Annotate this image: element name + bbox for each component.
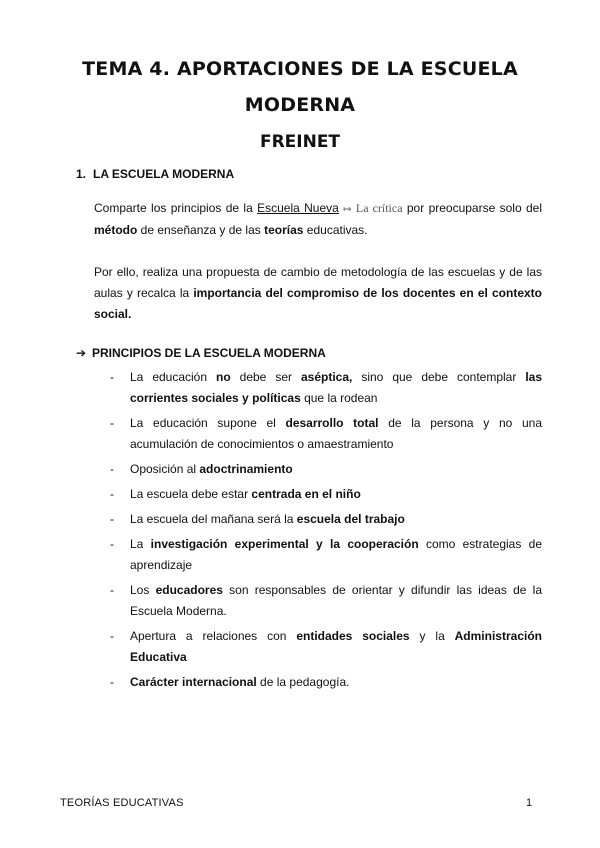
right-arrow-icon: ➔ <box>76 346 87 360</box>
list-item <box>110 509 542 530</box>
text-run: Los <box>130 583 156 597</box>
escuela-nueva-link[interactable]: Escuela Nueva <box>257 201 339 215</box>
text-run: de la pedagogía. <box>256 675 350 689</box>
bold-text: no <box>216 370 231 384</box>
list-item <box>110 626 542 668</box>
bold-text: método <box>94 223 138 237</box>
bold-text: Carácter internacional <box>130 675 257 689</box>
list-item <box>110 580 542 622</box>
dash-bullet: - <box>110 487 114 501</box>
text-run: de la persona y no una acumulación de conocimientos o amaestramiento <box>130 416 542 451</box>
bold-text: educadores <box>155 583 223 597</box>
dash-bullet: - <box>110 583 114 597</box>
text-run: La <box>130 537 151 551</box>
bold-text: importancia del compromiso de los docentes en el contexto social. <box>94 286 543 321</box>
bold-text: investigación experimental y la cooperación <box>150 537 419 551</box>
bold-text: centrada en el niño <box>251 487 361 501</box>
bold-text: desarrollo total <box>285 416 379 430</box>
text-run: Por ello, realiza una propuesta de cambio de metodología de las escuelas y de las aulas y recalca la <box>94 265 542 300</box>
text-run: por preocuparse solo del <box>402 201 542 215</box>
text-run: de enseñanza y de las <box>137 223 265 237</box>
page-subtitle: FREINET <box>259 132 341 152</box>
text-run: y la <box>409 629 455 643</box>
paragraph-1 <box>94 198 542 241</box>
section-number: 1. <box>76 167 87 181</box>
text-run: La escuela debe estar <box>130 487 252 501</box>
text-run: Oposición al <box>130 462 200 476</box>
footer-course-name: TEORÍAS EDUCATIVAS <box>60 797 184 809</box>
list-item <box>110 534 542 576</box>
principles-heading <box>76 346 326 360</box>
list-item <box>110 459 542 480</box>
dash-bullet: - <box>110 537 114 551</box>
bold-text: adoctrinamiento <box>199 462 293 476</box>
maps-to-arrow-icon: ↦ <box>343 204 352 215</box>
text-run: Comparte los principios de la <box>94 201 258 215</box>
list-item <box>110 672 542 693</box>
critica-label: La crítica <box>355 201 403 215</box>
text-run: debe ser <box>230 370 301 384</box>
paragraph-2 <box>94 262 542 325</box>
principles-list <box>110 367 542 697</box>
dash-bullet: - <box>110 629 114 643</box>
bold-text: entidades sociales <box>296 629 410 643</box>
dash-bullet: - <box>110 370 114 384</box>
text-run: sino que debe contemplar <box>352 370 526 384</box>
text-run: que la rodean <box>300 391 378 405</box>
section-heading-text: LA ESCUELA MODERNA <box>93 167 235 181</box>
bold-text: escuela del trabajo <box>296 512 405 526</box>
dash-bullet: - <box>110 675 114 689</box>
footer-page-number: 1 <box>526 797 533 809</box>
bold-text: Administración Educativa <box>130 629 542 664</box>
bold-text: aséptica, <box>300 370 353 384</box>
dash-bullet: - <box>110 512 114 526</box>
dash-bullet: - <box>110 462 114 476</box>
text-run: como estrategias de aprendizaje <box>130 537 542 572</box>
text-run: Apertura a relaciones con <box>130 629 297 643</box>
text-run: La escuela del mañana será la <box>130 512 297 526</box>
page-title-line-1: TEMA 4. APORTACIONES DE LA ESCUELA <box>82 58 518 80</box>
section-heading <box>76 167 234 181</box>
text-run: La educación <box>130 370 217 384</box>
text-run: La educación supone el <box>130 416 286 430</box>
text-run: educativas. <box>303 223 368 237</box>
dash-bullet: - <box>110 416 114 430</box>
principles-heading-text: PRINCIPIOS DE LA ESCUELA MODERNA <box>92 346 326 360</box>
bold-text: las corrientes sociales y políticas <box>130 370 543 405</box>
list-item <box>110 367 542 409</box>
text-run: son responsables de orientar y difundir las ideas de la Escuela Moderna. <box>130 583 542 618</box>
page-title-line-2: MODERNA <box>244 94 356 116</box>
list-item <box>110 484 542 505</box>
bold-text: teorías <box>264 223 304 237</box>
list-item <box>110 413 542 455</box>
